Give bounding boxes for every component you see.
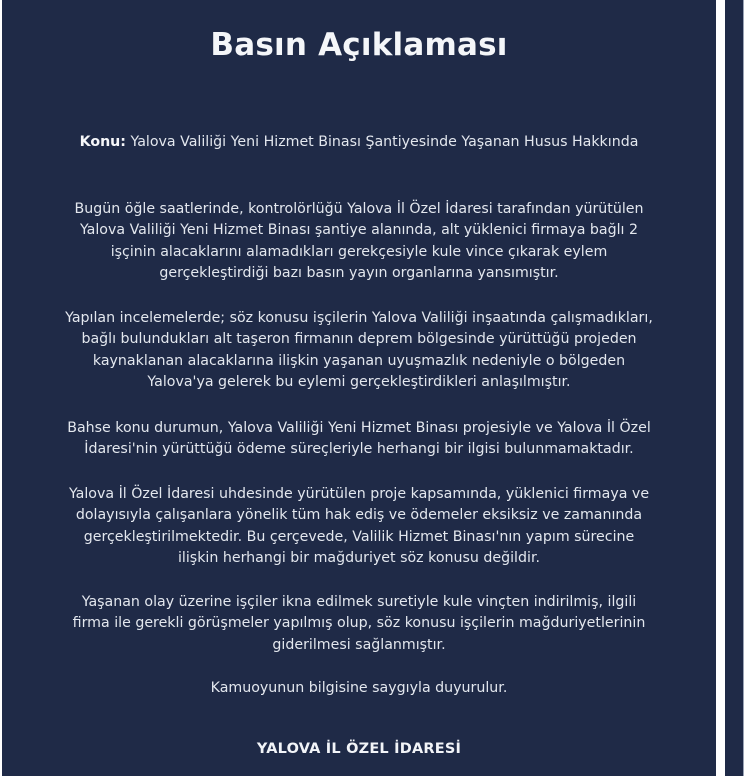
paragraph-line: İdaresi'nin yürüttüğü ödeme süreçleriyle herhangi bir ilgisi bulunmamaktadır. (84, 441, 634, 458)
paragraph-line: bağlı bulundukları alt taşeron firmanın deprem bölgesinde yürüttüğü projeden (81, 331, 637, 348)
paragraph-line: Yalova İl Özel İdaresi uhdesinde yürütülen proje kapsamında, yüklenici firmaya ve (68, 486, 650, 502)
closing-statement (2, 678, 716, 699)
paragraph-line: firma ile gerekli görüşmeler yapılmış olup, söz konusu işçilerin mağduriyetlerinin (72, 615, 646, 632)
page-title: Basın Açıklaması (210, 27, 508, 63)
subject-line (2, 134, 716, 150)
paragraph-4 (2, 484, 716, 569)
closing-line: Kamuoyunun bilgisine saygıyla duyurulur. (210, 680, 508, 696)
adjacent-panel-edge (725, 0, 744, 776)
paragraph-1 (2, 199, 716, 284)
subject-text: Yalova Valiliği Yeni Hizmet Binası Şantiyesinde Yaşanan Husus Hakkında (125, 134, 639, 150)
paragraph-line: Bahse konu durumun, Yalova Valiliği Yeni Hizmet Binası projesiyle ve Yalova İl Özel (67, 420, 651, 436)
paragraph-5 (2, 592, 716, 656)
paragraph-line: giderilmesi sağlanmıştır. (272, 636, 446, 653)
paragraph-line: Yalova Valiliği Yeni Hizmet Binası şantiye alanında, alt yüklenici firmaya bağlı 2 (79, 222, 639, 239)
signature: YALOVA İL ÖZEL İDARESİ (256, 741, 462, 757)
paragraph-line: gerçekleştirdiği bazı basın yayın organlarına yansımıştır. (159, 264, 559, 281)
paragraph-line: ilişkin herhangi bir mağduriyet söz konusu değildir. (177, 549, 540, 566)
paragraph-line: dolayısıyla çalışanlara yönelik tüm hak ediş ve ödemeler eksiksiz ve zamanında (75, 507, 643, 524)
press-release-panel (2, 0, 716, 776)
paragraph-line: kaynaklanan alacaklarına ilişkin yaşanan uyuşmazlık nedeniyle o bölgeden (92, 352, 626, 369)
paragraph-3 (2, 418, 716, 461)
paragraph-line: Yapılan incelemelerde; söz konusu işçilerin Yalova Valiliği inşaatında çalışmadıkları, (65, 310, 653, 326)
paragraph-line: Yalova'ya gelerek bu eylemi gerçekleştirdikleri anlaşılmıştır. (147, 373, 571, 390)
paragraph-line: işçinin alacaklarını alamadıkları gerekçesiyle kule vince çıkarak eylem (110, 243, 608, 260)
paragraph-line: Yaşanan olay üzerine işçiler ikna edilmek suretiyle kule vinçten indirilmiş, ilgili (81, 594, 637, 610)
subject-label: Konu: (79, 134, 126, 150)
paragraph-line: Bugün öğle saatlerinde, kontrolörlüğü Yalova İl Özel İdaresi tarafından yürütülen (74, 201, 644, 217)
paragraph-line: gerçekleştirilmektedir. Bu çerçevede, Valilik Hizmet Binası'nın yapım sürecine (83, 528, 635, 545)
paragraph-2 (2, 308, 716, 393)
